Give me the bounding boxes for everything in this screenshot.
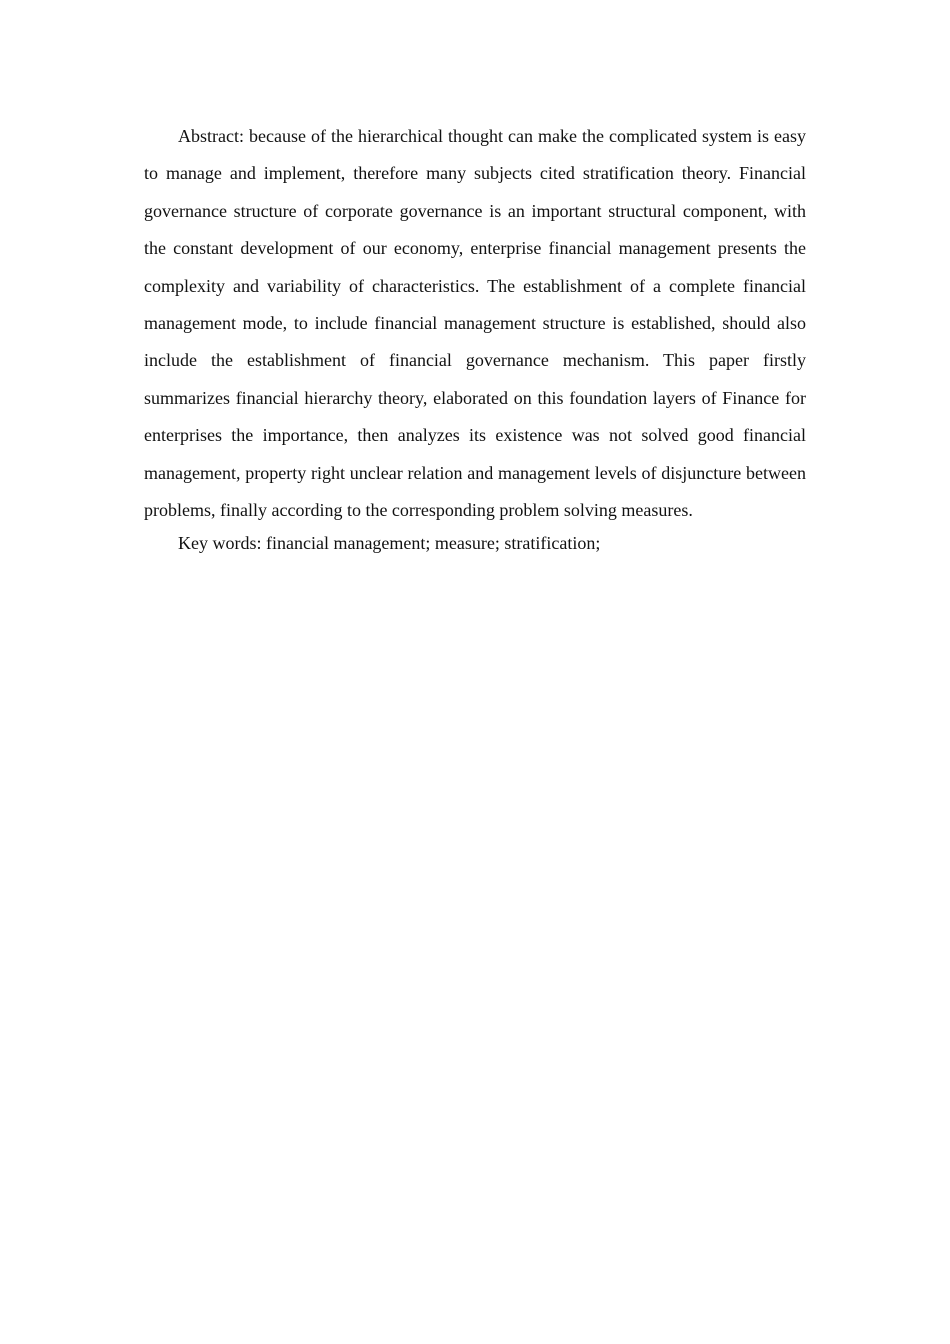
document-body (144, 118, 806, 560)
abstract-paragraph: Abstract: because of the hierarchical thought can make the complicated system is easy to manage and implement, therefore many subjects cited stratification theory. Financial governance structure of corporate governance is an important structural component, with the constant development of our economy, enterprise financial management presents the complexity and variability of characteristics. The establishment of a complete financial management mode, to include financial management structure is established, should also include the establishment of financial governance mechanism. This paper firstly summarizes financial hierarchy theory, elaborated on this foundation layers of Finance for enterprises the importance, then analyzes its existence was not solved good financial management, property right unclear relation and management levels of disjuncture between problems, finally according to the corresponding problem solving measures. (144, 126, 806, 521)
keywords-line: Key words: financial management; measure; stratification; (178, 533, 601, 554)
